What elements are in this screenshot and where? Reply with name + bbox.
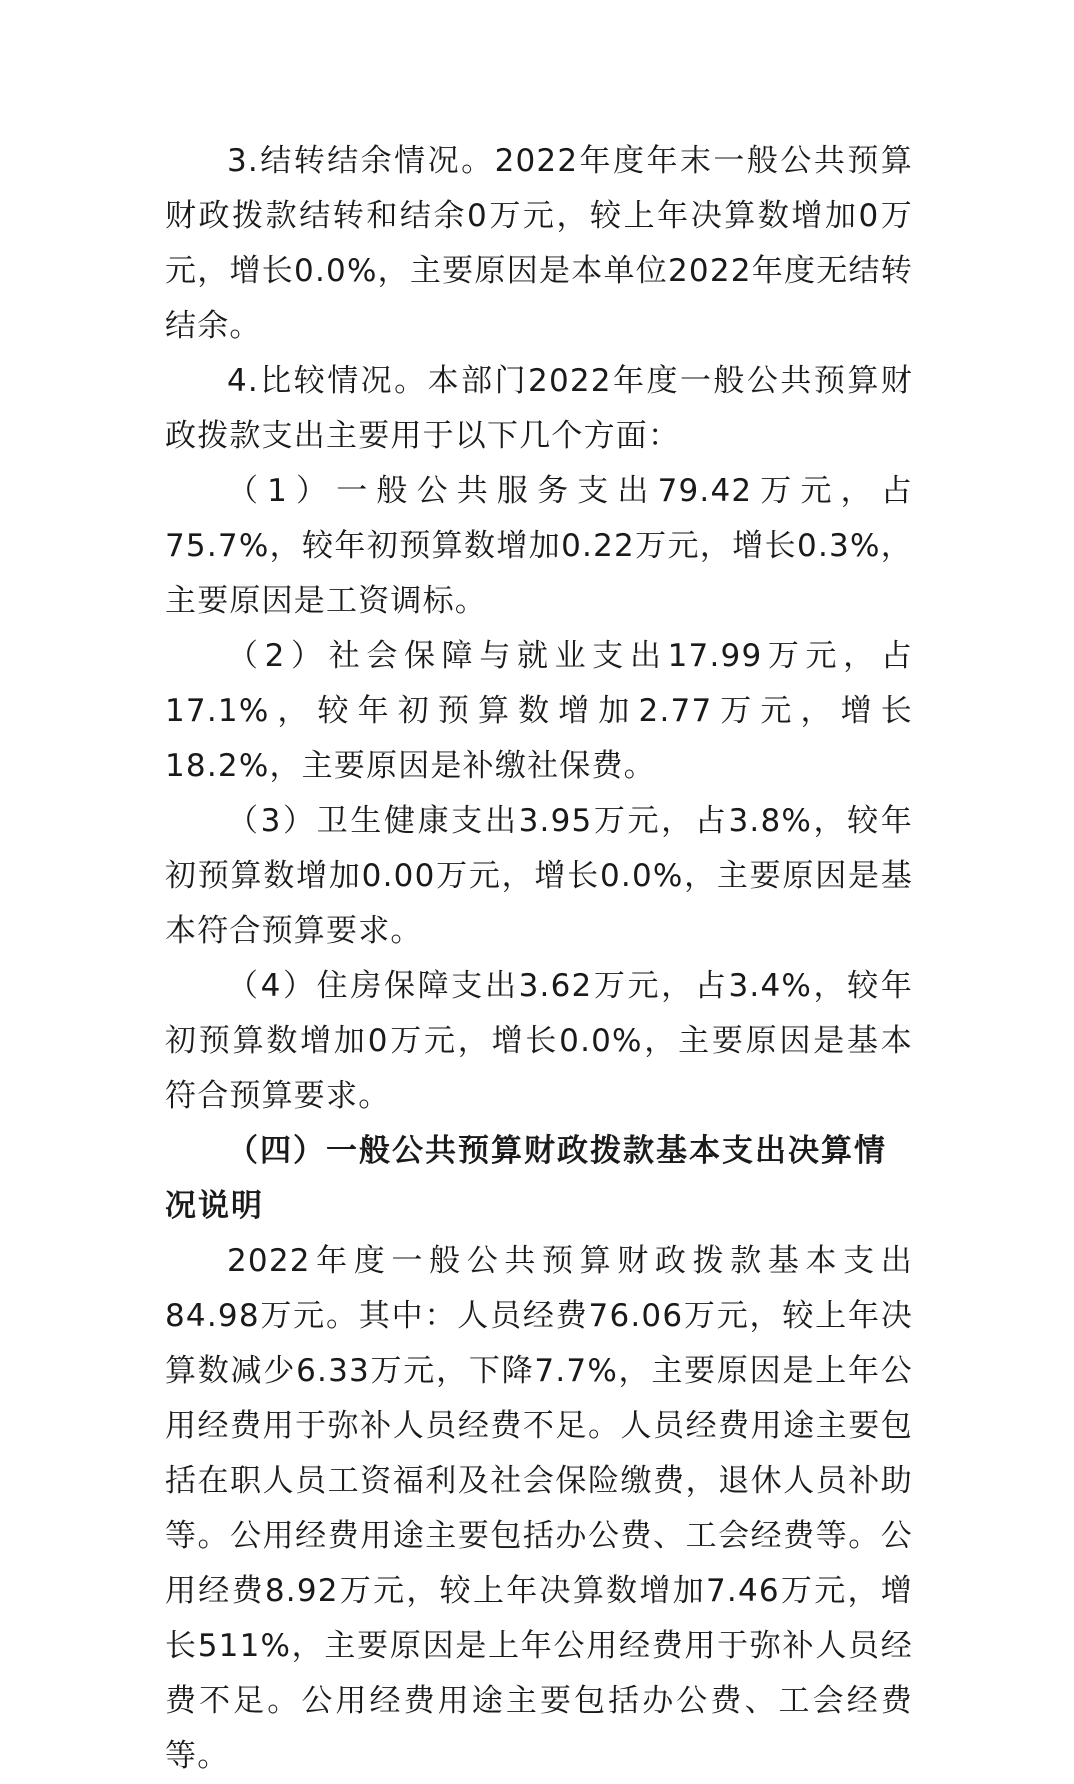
paragraph-public-services: （1）一般公共服务支出79.42万元，占75.7%，较年初预算数增加0.22万元，增长0.3%，主要原因是工资调标。 [165, 473, 913, 619]
paragraph-comparison-intro: 4.比较情况。本部门2022年度一般公共预算财政拨款支出主要用于以下几个方面： [165, 363, 913, 454]
paragraph-health: （3）卫生健康支出3.95万元，占3.8%，较年初预算数增加0.00万元，增长0.0%，主要原因是基本符合预算要求。 [165, 803, 913, 949]
section-heading: （四）一般公共预算财政拨款基本支出决算情况说明 [165, 1133, 887, 1224]
document-body [165, 134, 913, 1784]
paragraph-carryover-balance: 3.结转结余情况。2022年度年末一般公共预算财政拨款结转和结余0万元，较上年决算数增加0万元，增长0.0%，主要原因是本单位2022年度无结转结余。 [165, 143, 913, 344]
paragraph-housing: （4）住房保障支出3.62万元，占3.4%，较年初预算数增加0万元，增长0.0%，主要原因是基本符合预算要求。 [165, 968, 913, 1114]
paragraph-basic-expenditure: 2022年度一般公共预算财政拨款基本支出84.98万元。其中：人员经费76.06万元，较上年决算数减少6.33万元，下降7.7%，主要原因是上年公用经费用于弥补人员经费不足。人员经费用途主要包括在职人员工资福利及社会保险缴费，退休人员补助等。公用经费用途主要包括办公费、工会经费等。公用经费8.92万元，较上年决算数增加7.46万元，增长511%，主要原因是上年公用经费用于弥补人员经费不足。公用经费用途主要包括办公费、工会经费等。 [165, 1243, 913, 1774]
paragraph-social-security: （2）社会保障与就业支出17.99万元，占17.1%，较年初预算数增加2.77万元，增长18.2%，主要原因是补缴社保费。 [165, 638, 913, 784]
